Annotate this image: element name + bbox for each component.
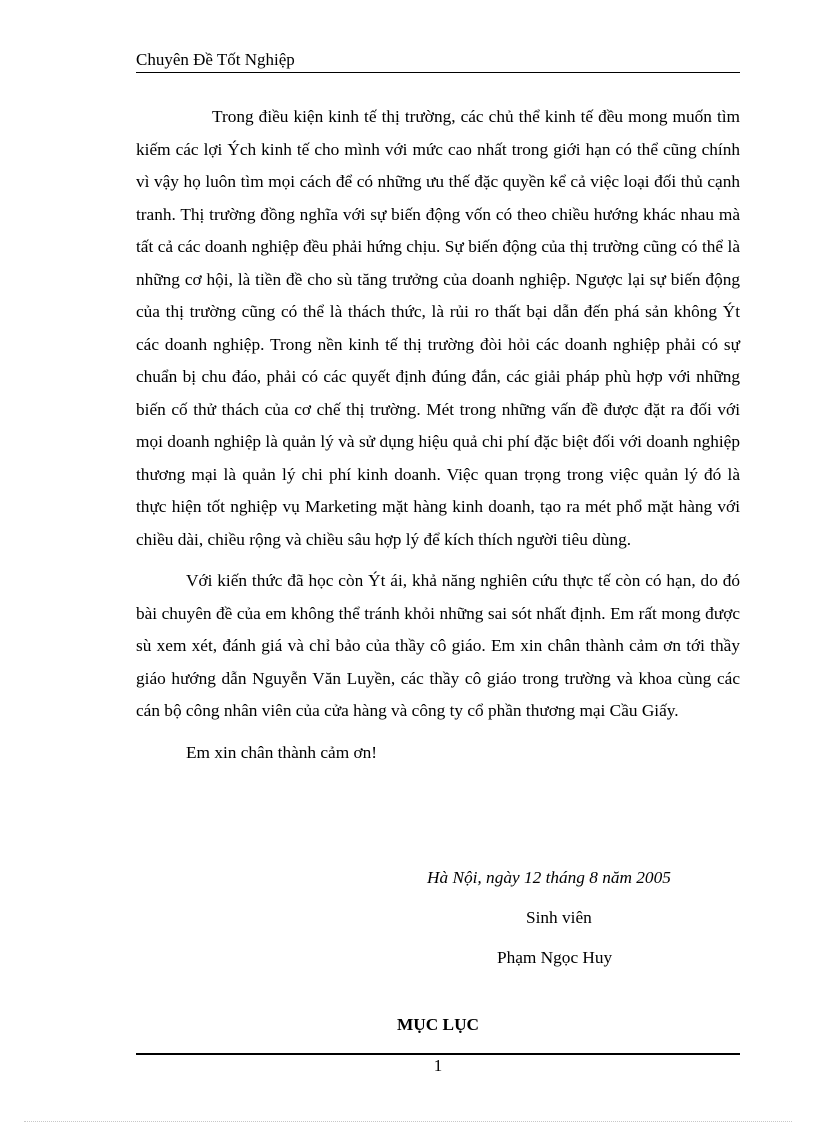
paragraph-acknowledgement: Với kiến thức đã học còn Ýt ái, khả năng nghiên cứu thực tế còn có hạn, do đó bài chuyên đề của em không thể tránh khỏi những sai sót nhất định. Em rất mong được sù xem xét, đánh giá và chỉ bảo của thầy cô giáo. Em xin chân thành cảm ơn tới thầy giáo hướng dẫn Nguyễn Văn Luyền, các thầy cô giáo trong trường và khoa cùng các cán bộ công nhân viên của cửa hàng và công ty cổ phần thương mại Cầu Giấy. xyxy=(136,571,740,720)
signer-name: Phạm Ngọc Huy xyxy=(497,948,613,967)
page-number: 1 xyxy=(433,1056,443,1075)
header-title: Chuyên Đề Tốt Nghiệp xyxy=(136,50,295,69)
page-header xyxy=(136,48,740,73)
paragraph-thanks: Em xin chân thành cảm ơn! xyxy=(186,742,378,762)
place-date: Hà Nội, ngày 12 tháng 8 năm 2005 xyxy=(427,868,671,887)
signer-role: Sinh viên xyxy=(526,908,592,927)
footer-divider xyxy=(136,1053,740,1055)
page-edge-divider xyxy=(24,1121,792,1122)
toc-title: MỤC LỤC xyxy=(396,1015,480,1034)
paragraph-introduction: Trong điều kiện kinh tế thị trường, các chủ thể kinh tế đều mong muốn tìm kiếm các lợi Ých kinh tế cho mình với mức cao nhất trong giới hạn có thể cũng chính vì vậy họ luôn tìm mọi cách để có những ưu thế đặc quyền kể cả việc loại đối thủ cạnh tranh. Thị trường đồng nghĩa với sự biến động vốn có theo chiều hướng khác nhau mà tất cả các doanh nghiệp đều phải hứng chịu. Sự biến động của thị trường cũng có thể là những cơ hội, là tiền đề cho sù tăng trưởng của doanh nghiệp. Ngược lại sự biến động của thị trường cũng có thể là thách thức, là rủi ro thất bại dẫn đến phá sản không Ýt các doanh nghiệp. Trong nền kinh tế thị trường đòi hỏi các doanh nghiệp phải có sự chuẩn bị chu đáo, phải có các quyết định đúng đắn, các giải pháp phù hợp với những biến cố thử thách của cơ chế thị trường. Mét trong những vấn đề được đặt ra đối với mọi doanh nghiệp là quản lý và sử dụng hiệu quả chi phí đặc biệt đối với doanh nghiệp thương mại là quản lý chi phí kinh doanh. Việc quan trọng trong việc quản lý đó là thực hiện tốt nghiệp vụ Marketing mặt hàng kinh doanh, tạo ra mét phổ mặt hàng với chiều dài, chiều rộng và chiều sâu hợp lý để kích thích người tiêu dùng. xyxy=(136,107,740,549)
body-text xyxy=(136,101,740,769)
